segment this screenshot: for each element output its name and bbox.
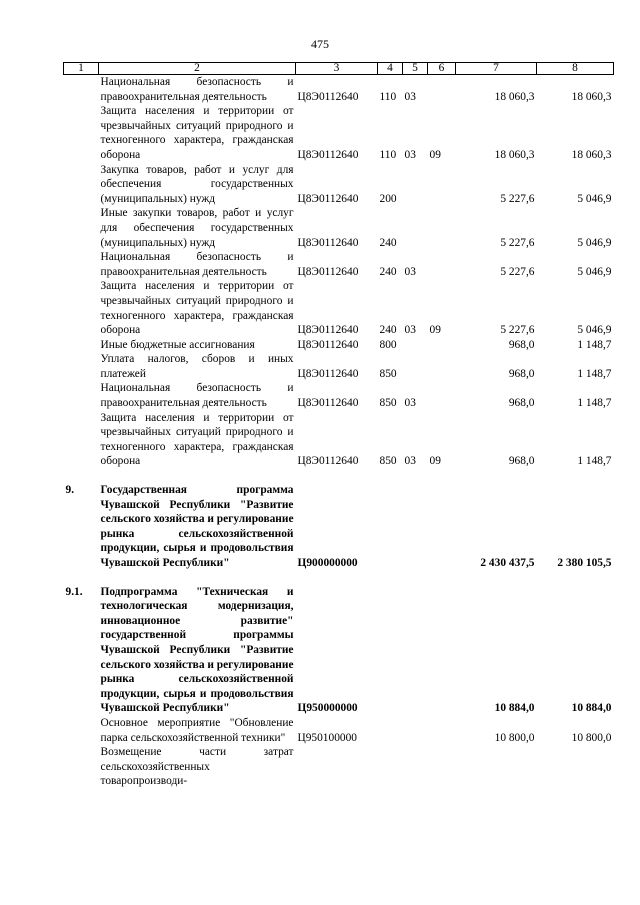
subsection-code xyxy=(428,381,456,410)
spacer-cell xyxy=(64,745,99,789)
column-header: 1 xyxy=(64,63,99,75)
section-code: 03 xyxy=(404,324,416,337)
row-number xyxy=(64,206,99,250)
expense-type-code: 800 xyxy=(379,338,397,351)
target-article-code: Ц8Э0112640 xyxy=(297,367,359,380)
amount-year-2: 5 046,9 xyxy=(577,192,612,205)
expense-type-code xyxy=(378,585,403,716)
target-article-code: Ц8Э0112640 xyxy=(297,148,359,161)
subsection-code xyxy=(428,716,456,745)
expense-type-code: 110 xyxy=(379,90,397,103)
amount-year-2: 5 046,9 xyxy=(577,236,612,249)
row-name: Основное мероприятие "Обновление парка сельскохозяйственной техники" xyxy=(100,716,294,744)
amount-year-2: 1 148,7 xyxy=(577,455,612,468)
column-header: 8 xyxy=(537,63,614,75)
section-code: 03 xyxy=(404,397,416,410)
target-article-code: Ц8Э0112640 xyxy=(297,397,359,410)
column-header: 4 xyxy=(378,63,403,75)
row-name: Закупка товаров, работ и услуг для обеспечения государственных (муниципальных) нужд xyxy=(100,163,294,205)
target-article-code: Ц8Э0112640 xyxy=(297,90,359,103)
table-row xyxy=(64,411,614,469)
section-code xyxy=(403,206,428,250)
subsection-code xyxy=(428,585,456,716)
expense-type-code xyxy=(378,483,403,571)
subsection-code xyxy=(428,206,456,250)
table-row xyxy=(64,75,614,105)
subsection-code xyxy=(428,75,456,105)
amount-year-2: 5 046,9 xyxy=(577,324,612,337)
column-number-header xyxy=(64,63,614,75)
expense-type-code: 850 xyxy=(379,367,397,380)
table-row xyxy=(64,381,614,410)
row-number xyxy=(64,75,99,105)
table-row xyxy=(64,352,614,381)
row-name-continued: Возмещение части затрат сельскохозяйственных товаропроизводи- xyxy=(100,746,294,788)
subsection-code: 09 xyxy=(429,148,441,161)
expense-type-code: 240 xyxy=(379,324,397,337)
row-name: Защита населения и территории от чрезвычайных ситуаций природного и техногенного характера, гражданская оборона xyxy=(100,105,294,161)
row-number xyxy=(64,411,99,469)
row-number xyxy=(64,716,99,745)
row-number xyxy=(64,104,99,162)
amount-year-2: 18 060,3 xyxy=(571,90,612,103)
amount-year-1: 2 430 437,5 xyxy=(480,557,535,569)
row-name: Государственная программа Чувашской Республики "Развитие сельского хозяйства и регулирование рынка сельскохозяйственной продукции, сырья и продовольствия Чувашской Республики" xyxy=(100,484,294,569)
row-name: Национальная безопасность и правоохранительная деятельность xyxy=(100,382,294,410)
table-row xyxy=(64,104,614,162)
expense-type-code: 200 xyxy=(379,192,397,205)
subsection-code: 09 xyxy=(429,324,441,337)
subsection-code xyxy=(428,163,456,207)
row-number xyxy=(64,381,99,410)
column-header: 6 xyxy=(428,63,456,75)
subsection-code xyxy=(428,250,456,279)
target-article-code: Ц900000000 xyxy=(297,557,358,569)
amount-year-2: 1 148,7 xyxy=(577,367,612,380)
column-header: 2 xyxy=(99,63,296,75)
amount-year-1: 10 884,0 xyxy=(494,702,535,715)
amount-year-2: 10 884,0 xyxy=(571,702,612,715)
spacer-cell xyxy=(296,745,614,789)
expense-type-code: 240 xyxy=(379,265,397,278)
row-number xyxy=(64,352,99,381)
amount-year-1: 5 227,6 xyxy=(500,324,535,337)
row-name: Иные бюджетные ассигнования xyxy=(100,338,255,351)
row-name: Национальная безопасность и правоохранительная деятельность xyxy=(100,251,294,278)
row-name: Национальная безопасность и правоохранительная деятельность xyxy=(100,76,294,103)
table-row xyxy=(64,279,614,337)
section-code: 03 xyxy=(404,148,416,161)
amount-year-1: 5 227,6 xyxy=(500,192,535,205)
subsection-code xyxy=(428,338,456,353)
row-number xyxy=(64,279,99,337)
row-number: 9. xyxy=(65,484,75,497)
target-article-code: Ц8Э0112640 xyxy=(297,338,359,351)
table-row xyxy=(64,250,614,279)
amount-year-2: 18 060,3 xyxy=(571,148,612,161)
column-header: 5 xyxy=(403,63,428,75)
amount-year-1: 5 227,6 xyxy=(500,265,535,278)
amount-year-1: 10 800,0 xyxy=(494,731,535,744)
subsection-code xyxy=(428,483,456,571)
program-row xyxy=(64,483,614,571)
row-name: Защита населения и территории от чрезвычайных ситуаций природного и техногенного характера, гражданская оборона xyxy=(100,280,294,337)
subsection-code xyxy=(428,352,456,381)
amount-year-2: 10 800,0 xyxy=(571,731,612,744)
target-article-code: Ц950000000 xyxy=(297,702,358,715)
column-header: 7 xyxy=(456,63,537,75)
table-row xyxy=(64,163,614,207)
amount-year-2: 5 046,9 xyxy=(577,265,612,278)
row-number xyxy=(64,338,99,353)
section-code xyxy=(403,483,428,571)
spacer-cell xyxy=(64,571,614,585)
section-code xyxy=(403,163,428,207)
section-code: 03 xyxy=(404,455,416,468)
target-article-code: Ц950100000 xyxy=(297,731,357,744)
expense-type-code: 850 xyxy=(379,455,397,468)
amount-year-1: 5 227,6 xyxy=(500,236,535,249)
row-name: Защита населения и территории от чрезвычайных ситуаций природного и техногенного характера, гражданская оборона xyxy=(100,411,294,468)
section-code: 03 xyxy=(404,265,416,278)
row-number: 9.1. xyxy=(65,585,83,598)
amount-year-2: 1 148,7 xyxy=(577,397,612,410)
target-article-code: Ц8Э0112640 xyxy=(297,455,359,468)
page-number: 475 xyxy=(311,37,329,51)
target-article-code: Ц8Э0112640 xyxy=(297,265,359,278)
row-name: Подпрограмма "Техническая и технологическая модернизация, инновационное развитие" государственной программы Чувашской Республики "Развитие сельского хозяйства и регулирование рынка сельскохозяйственной продукции, сырья и продовольствия Чувашской Республики" xyxy=(100,585,294,715)
section-code xyxy=(403,338,428,353)
amount-year-2: 2 380 105,5 xyxy=(557,557,612,569)
expense-type-code: 240 xyxy=(379,236,397,249)
amount-year-1: 18 060,3 xyxy=(494,90,535,103)
expense-type-code: 110 xyxy=(379,148,397,161)
row-number xyxy=(64,163,99,207)
target-article-code: Ц8Э0112640 xyxy=(297,236,359,249)
row-name: Уплата налогов, сборов и иных платежей xyxy=(100,353,294,380)
spacer-row xyxy=(64,571,614,585)
amount-year-1: 18 060,3 xyxy=(494,148,535,161)
amount-year-2: 1 148,7 xyxy=(577,338,612,351)
amount-year-1: 968,0 xyxy=(508,367,535,380)
table-row xyxy=(64,338,614,353)
spacer-row xyxy=(64,469,614,483)
section-code xyxy=(403,585,428,716)
continuation-row xyxy=(64,745,614,789)
section-code xyxy=(403,716,428,745)
table-row xyxy=(64,716,614,745)
amount-year-1: 968,0 xyxy=(508,338,535,351)
budget-table xyxy=(63,62,614,789)
section-code xyxy=(403,352,428,381)
amount-year-1: 968,0 xyxy=(508,455,535,468)
expense-type-code xyxy=(378,716,403,745)
column-header: 3 xyxy=(296,63,378,75)
subprogram-row xyxy=(64,585,614,716)
subsection-code: 09 xyxy=(429,455,441,468)
section-code: 03 xyxy=(404,90,416,103)
spacer-cell xyxy=(64,469,614,483)
target-article-code: Ц8Э0112640 xyxy=(297,192,359,205)
target-article-code: Ц8Э0112640 xyxy=(297,324,359,337)
expense-type-code: 850 xyxy=(379,397,397,410)
row-number xyxy=(64,250,99,279)
table-row xyxy=(64,206,614,250)
amount-year-1: 968,0 xyxy=(508,397,535,410)
row-name: Иные закупки товаров, работ и услуг для обеспечения государственных (муниципальных) нужд xyxy=(100,207,294,249)
